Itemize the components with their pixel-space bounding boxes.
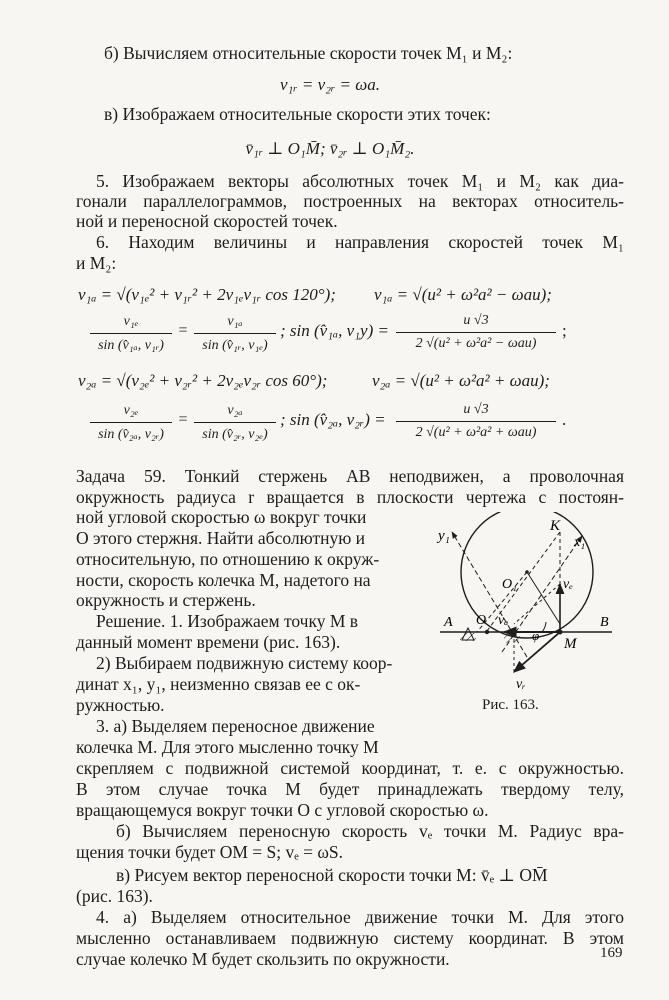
text-line: скрепляем с подвижной системой координат, т. е. с окружностью.: [76, 758, 624, 778]
fraction-numerator: u √3: [463, 313, 489, 328]
text-line: ности, скорость колечка M, надетого на: [76, 570, 371, 590]
equation: ; sin (v̂₁ₐ, v₁y) =: [280, 321, 389, 340]
label-ve: vₑ: [563, 577, 573, 592]
fraction-numerator: v₁ₑ: [123, 314, 139, 329]
dashed-line: [514, 584, 560, 624]
label-y1: y₁: [438, 528, 450, 544]
text-line: и M₂:: [76, 253, 117, 273]
equation: v₁ₐ = √(u² + ω²a² − ωau);: [374, 285, 552, 304]
text-line: в) Изображаем относительные скорости этих точек:: [104, 104, 491, 124]
text-line: колечка M. Для этого мысленно точку M: [76, 737, 379, 757]
figure-163: [432, 512, 622, 692]
text-line: щения точки будет OM = S; vₑ = ωS.: [76, 842, 344, 862]
text-line: В этом случае точка M будет принадлежать твердому телу,: [76, 779, 624, 799]
text-line: мысленно останавливаем подвижную систему координат. В этом: [76, 928, 624, 948]
fraction-bar: [90, 333, 172, 334]
fraction-bar: [194, 333, 276, 334]
fraction-bar: [396, 421, 556, 422]
text-line: окружность радиуса r вращается в плоскости чертежа с постоян-: [76, 487, 624, 507]
fraction-bar: [396, 332, 556, 333]
text-line: 6. Находим величины и направления скоростей точек M₁: [96, 232, 624, 252]
figure-caption: Рис. 163.: [482, 697, 539, 713]
label-a: A: [444, 615, 453, 630]
fraction-denominator: 2 √(u² + ω²a² + ωau): [415, 425, 537, 440]
text-line: окружность и стержень.: [76, 590, 256, 610]
point-m: [558, 630, 563, 635]
text-line: гонали параллелограммов, построенных на векторах относитель-: [76, 191, 624, 211]
text-line: Решение. 1. Изображаем точку M в: [96, 611, 359, 631]
equation: v₁ₐ = √(v₁ₑ² + v₁ᵣ² + 2v₁ₑv₁ᵣ cos 120°);: [78, 285, 336, 304]
point-o: [485, 630, 489, 634]
fraction-denominator: sin (v̂₁ᵣ, v₁ₑ): [202, 338, 268, 353]
text-line: случае колечко M будет скользить по окружности.: [76, 949, 450, 969]
equals-sign: =: [178, 411, 188, 428]
text-line: 4. а) Выделяем относительное движение точки M. Для этого: [96, 907, 624, 927]
text-line: 2) Выбираем подвижную систему коор-: [96, 653, 393, 673]
text-line: 3. а) Выделяем переносное движение: [96, 716, 375, 736]
label-phi: φ: [532, 628, 540, 643]
label-k: K: [550, 518, 561, 534]
fraction-denominator: 2 √(u² + ω²a² − ωau): [415, 336, 537, 351]
fraction-bar: [90, 422, 172, 423]
text-line: вращающемуся вокруг точки O с угловой скоростью ω.: [76, 800, 489, 820]
point-o1: [525, 570, 529, 574]
label-x1: x₁: [574, 535, 586, 550]
fraction-numerator: v₂ₐ: [227, 403, 243, 418]
label-o1: O₁: [502, 577, 517, 592]
label-vr: vᵣ: [516, 677, 526, 692]
equation: v₂ₐ = √(u² + ω²a² + ωau);: [372, 371, 550, 390]
text-line: O этого стержня. Найти абсолютную и: [76, 528, 366, 548]
fraction-denominator: sin (v̂₁ₐ, v₁ᵣ): [98, 338, 164, 353]
fraction-numerator: v₂ₑ: [123, 403, 139, 418]
equation: v₂ₐ = √(v₂ₑ² + v₂ᵣ² + 2v₂ₑv₂ᵣ cos 60°);: [78, 371, 328, 390]
page-number: 169: [600, 945, 623, 961]
label-o: O: [476, 613, 487, 628]
text-line: б) Вычисляем переносную скорость vₑ точки M. Радиус вра-: [116, 821, 624, 841]
fraction-denominator: sin (v̂₂ₐ, v₂ᵣ): [98, 427, 164, 442]
fraction-numerator: u √3: [463, 402, 489, 417]
equation: v₁ᵣ = v₂ᵣ = ωa.: [280, 75, 380, 94]
fraction-numerator: v₁ₐ: [227, 314, 243, 329]
text-line: относительную, по отношению к окруж-: [76, 549, 380, 569]
text-line: б) Вычисляем относительные скорости точек M₁ и M₂:: [104, 43, 513, 63]
label-m: M: [564, 636, 577, 652]
fraction-bar: [194, 422, 276, 423]
punctuation: ;: [562, 321, 567, 340]
equation: ; sin (v̂₂ₐ, v₂ᵣ) =: [280, 410, 386, 429]
equation: v̄₁ᵣ ⊥ O₁M̄; v̄₂ᵣ ⊥ O₁M̄₂.: [245, 139, 415, 158]
text-line: в) Рисуем вектор переносной скорости точки M: v̄ₑ ⊥ OM̄: [116, 865, 548, 885]
angle-arc: [542, 622, 546, 632]
text-line: 5. Изображаем векторы абсолютных точек M₁ и M₂ как диа-: [96, 171, 624, 191]
text-line: (рис. 163).: [76, 886, 153, 906]
label-va: vₐ: [498, 613, 509, 628]
text-line: ной угловой скоростью ω вокруг точки: [76, 507, 367, 527]
fraction-denominator: sin (v̂₂ᵣ, v₂ₑ): [202, 427, 268, 442]
text-line: данный момент времени (рис. 163).: [76, 632, 341, 652]
punctuation: .: [562, 410, 567, 429]
text-line: ной и переносной скоростей точек.: [76, 211, 338, 231]
text-line: динат x₁, y₁, неизменно связав ее с ок-: [76, 674, 361, 694]
equals-sign: =: [178, 322, 188, 339]
label-b: B: [600, 615, 609, 630]
text-line: Задача 59. Тонкий стержень AB неподвижен, а проволочная: [76, 466, 624, 486]
radius-line: [527, 572, 560, 624]
text-line: ружностью.: [76, 695, 165, 715]
